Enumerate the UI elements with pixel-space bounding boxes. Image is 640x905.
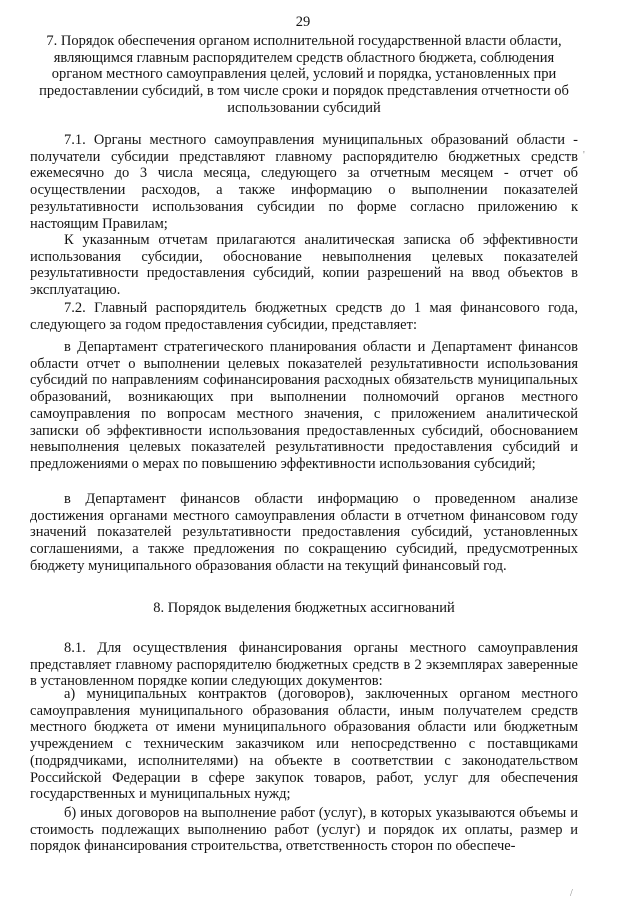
section-7-paragraph-5: в Департамент финансов области информацию о проведенном анализе достижения органами местного самоуправления области в отчетном финансовом году значений показателей результативности предоставления субсидий, установленных соглашениями, а также предложения по сокращению субсидий, предусмотренных бюджету муниципального образования области на текущий финансовый год. <box>30 491 578 574</box>
section-8-paragraph-2: а) муниципальных контрактов (договоров), заключенных органом местного самоуправления муниципального образования области, иным получателем средств местного бюджета от имени муниципального образования области или бюджетным учреждением с техническим заказчиком или непосредственно с поставщиками (подрядчиками, исполнителями) на объекте в соответствии с законодательством Российской Федерации в сфере закупок товаров, работ, услуг для обеспечения государственных и муниципальных нужд; <box>30 686 578 803</box>
section-8-paragraph-1: 8.1. Для осуществления финансирования органы местного самоуправления представляет главному распорядителю бюджетных средств в 2 экземплярах заверенные в установленном порядке копии следующих документов: <box>30 640 578 690</box>
page-number: 29 <box>295 14 311 30</box>
section-8-paragraph-3: б) иных договоров на выполнение работ (услуг), в которых указываются объемы и стоимость подлежащих выполнению работ (услуг) и порядок их оплаты, размер и порядок финансирования строительства, ответственность сторон по обеспече- <box>30 805 578 855</box>
scan-mark: ' <box>583 150 585 161</box>
section-8-heading: 8. Порядок выделения бюджетных ассигнований <box>153 600 455 616</box>
section-7-paragraph-2: К указанным отчетам прилагаются аналитическая записка об эффективности использования субсидии, обоснование невыполнения целевых показателей результативности предоставления субсидий, копии разрешений на ввод объектов в эксплуатацию. <box>30 232 578 299</box>
section-7-paragraph-1: 7.1. Органы местного самоуправления муниципальных образований области - получатели субсидии представляют главному распорядителю бюджетных средств ежемесячно до 3 числа месяца, следующего за отчетным месяцем - отчет об осуществлении расходов, а также информацию о выполнении показателей результативности использования субсидии по форме согласно приложению к настоящим Правилам; <box>30 132 578 232</box>
scan-mark: / <box>570 888 573 899</box>
section-7-heading: 7. Порядок обеспечения органом исполнительной государственной власти области, являющимся главным распорядителем средств областного бюджета, соблюдения органом местного самоуправления целей, условий и порядка, установленных при предоставлении субсидий, в том числе сроки и порядок представления отчетности об использовании субсидий <box>39 33 569 116</box>
section-7-paragraph-4: в Департамент стратегического планирования области и Департамент финансов области отчет о выполнении целевых показателей результативности использования субсидий по направлениям софинансирования расходных обязательств муниципальных образований, возникающих при выполнении полномочий органов местного самоуправления по вопросам местного значения, с приложением аналитической записки об эффективности использования предоставленных субсидий, обоснованием невыполнения целевых показателей результативности предоставления субсидий и предложениями о мерах по повышению эффективности использования субсидий; <box>30 339 578 472</box>
section-7-paragraph-3: 7.2. Главный распорядитель бюджетных средств до 1 мая финансового года, следующего за годом предоставления субсидии, представляет: <box>30 300 578 333</box>
